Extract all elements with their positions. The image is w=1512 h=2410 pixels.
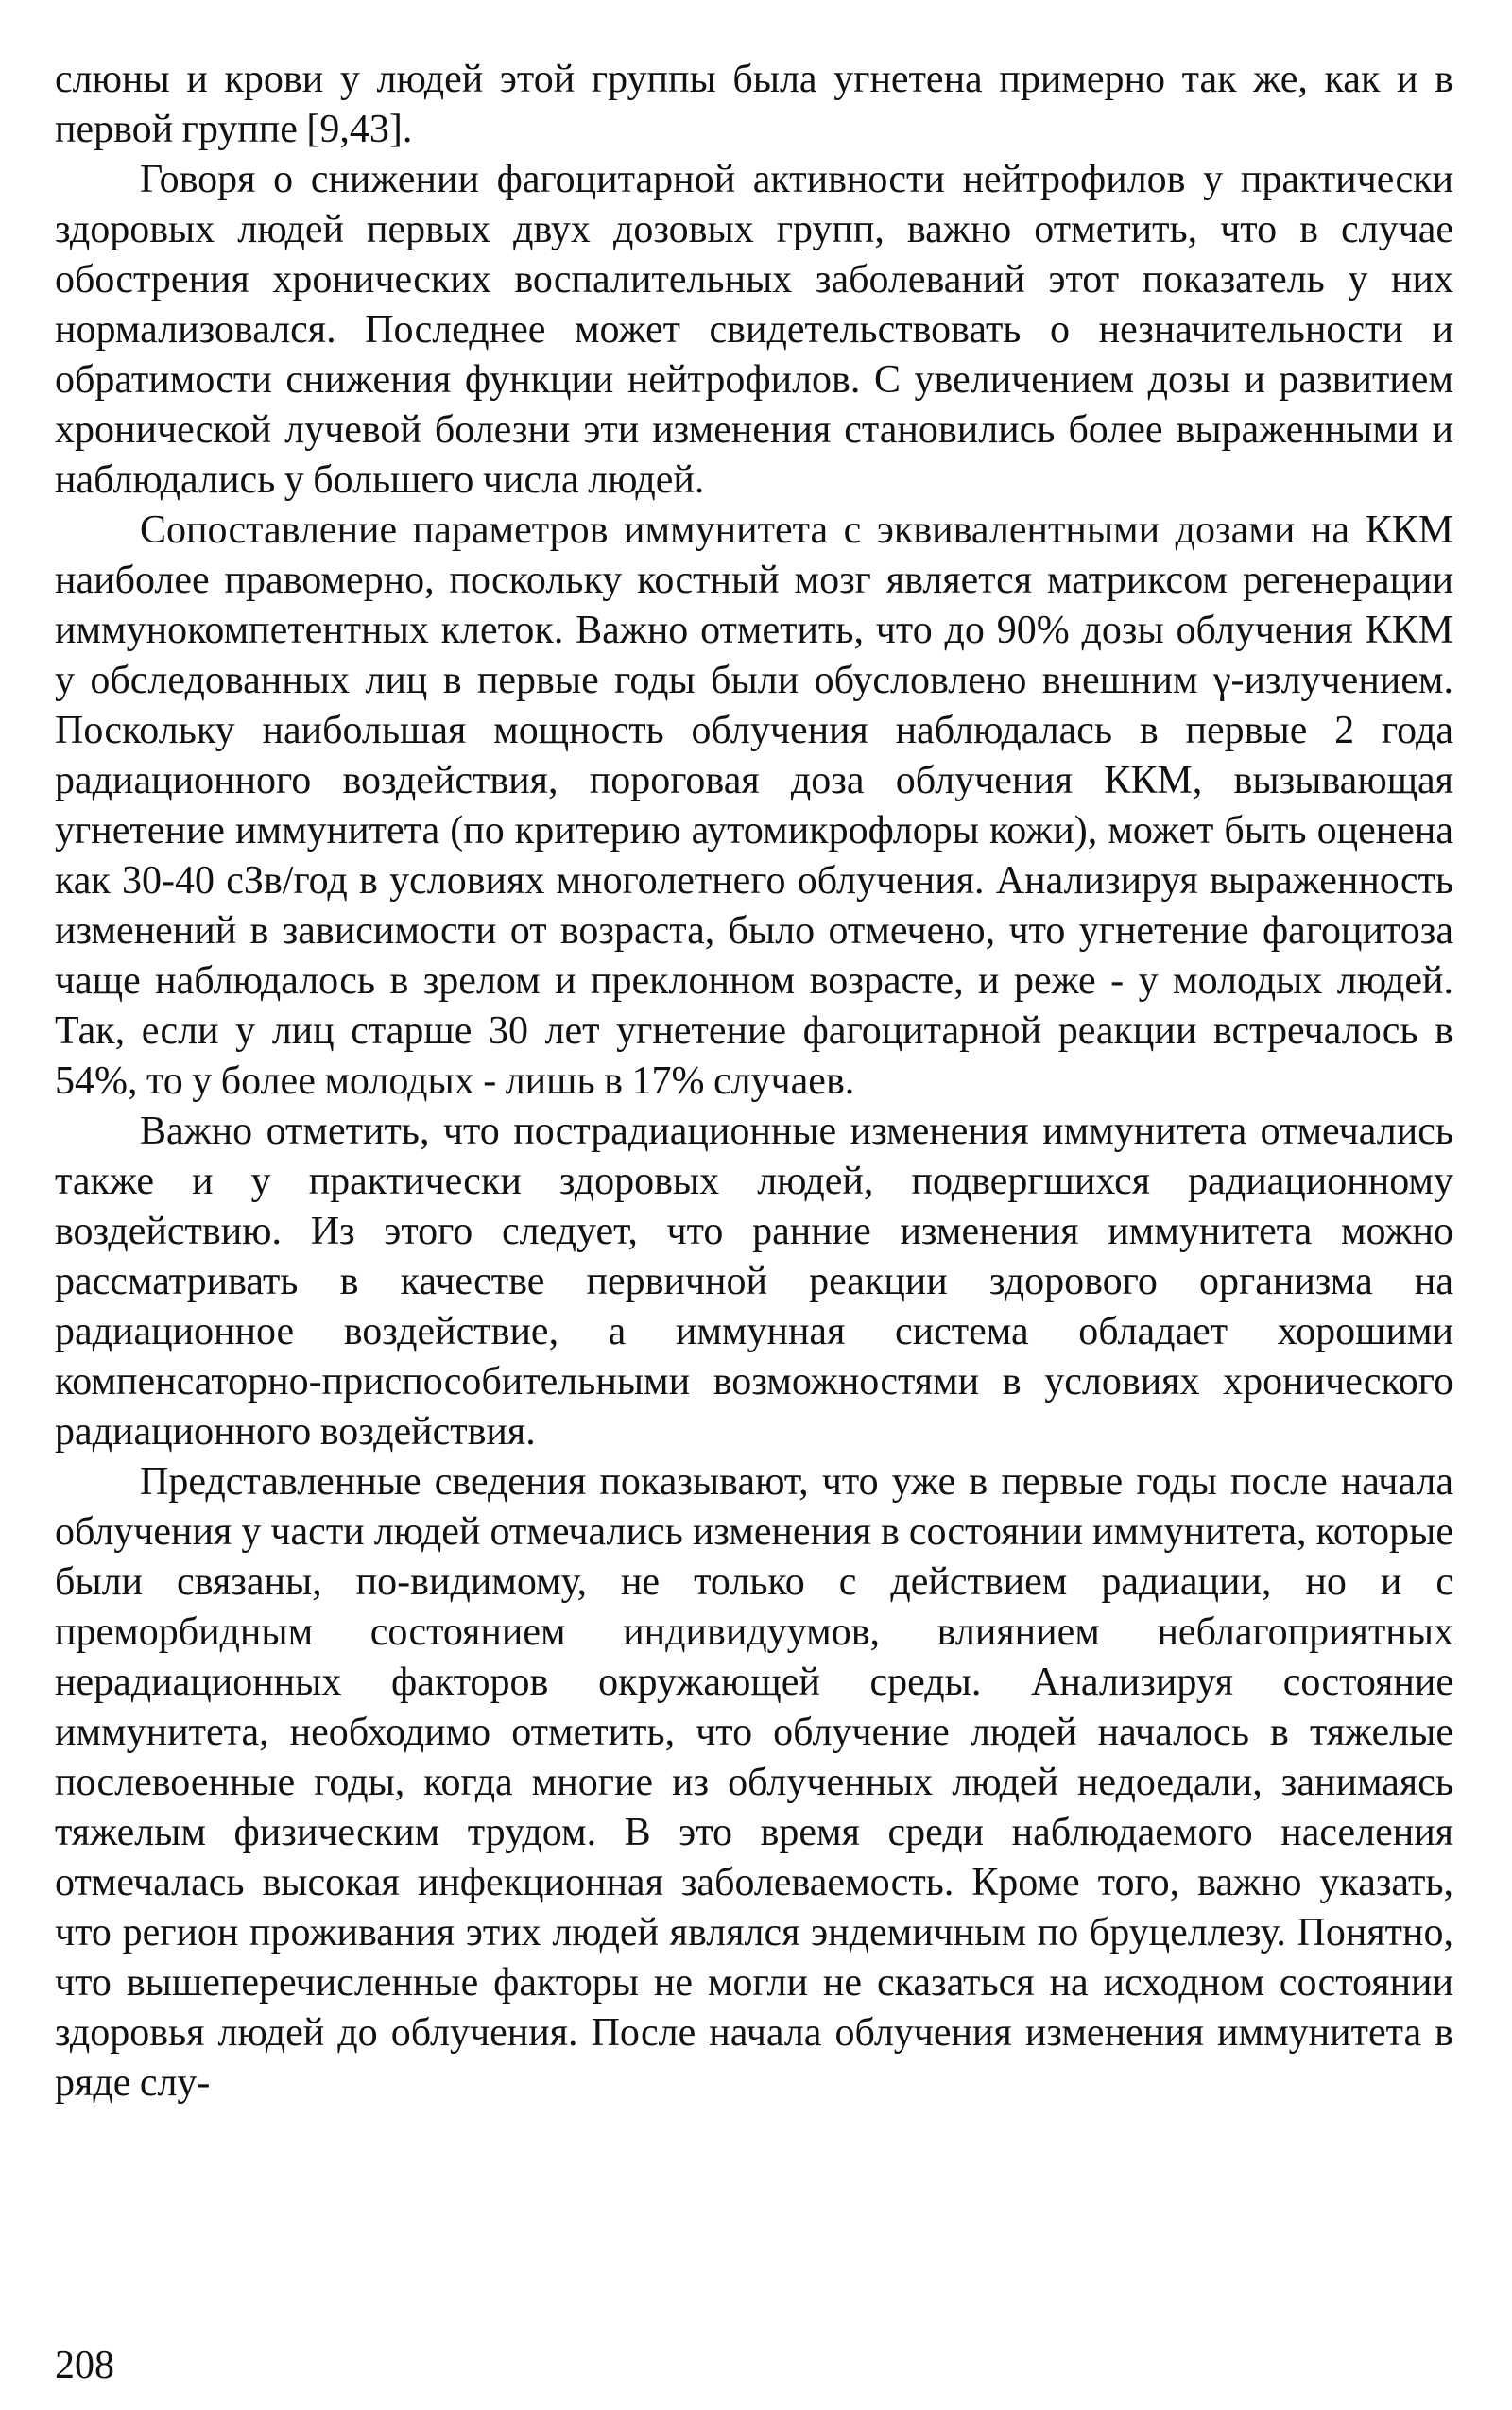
paragraph-1: слюны и крови у людей этой группы была угнетена примерно так же, как и в первой группе [9,43]. [55, 58, 1453, 151]
paragraph-2: Говоря о снижении фагоцитарной активности нейтрофилов у практически здоровых людей первых двух дозовых групп, важно отметить, что в случае обострения хронических воспалительных заболеваний этот показатель у них нормализовался. Последнее может свидетельствовать о незначительности и обратимости снижения функции нейтрофилов. С увеличением дозы и развитием хронической лучевой болезни эти изменения становились более выраженными и наблюдались у большего числа людей. [55, 158, 1453, 502]
paragraph-3: Сопоставление параметров иммунитета с эквивалентными дозами на ККМ наиболее правомерно, поскольку костный мозг является матриксом регенерации иммунокомпетентных клеток. Важно отметить, что до 90% дозы облучения ККМ у обследованных лиц в первые годы были обусловлено внешним γ-излучением. Поскольку наибольшая мощность облучения наблюдалась в первые 2 года радиационного воздействия, пороговая доза облучения ККМ, вызывающая угнетение иммунитета (по критерию аутомикрофлоры кожи), может быть оценена как 30-40 сЗв/год в условиях многолетнего облучения. Анализируя выраженность изменений в зависимости от возраста, было отмечено, что угнетение фагоцитоза чаще наблюдалось в зрелом и преклонном возрасте, и реже - у молодых людей. Так, если у лиц старше 30 лет угнетение фагоцитарной реакции встречалось в 54%, то у более молодых - лишь в 17% случаев. [55, 508, 1453, 1103]
body-text [55, 55, 1453, 2109]
paragraph-5: Представленные сведения показывают, что уже в первые годы после начала облучения у части людей отмечались изменения в состоянии иммунитета, которые были связаны, по-видимому, не только с действием радиации, но и с преморбидным состоянием индивидуумов, влиянием неблагоприятных нерадиационных факторов окружающей среды. Анализируя состояние иммунитета, необходимо отметить, что облучение людей началось в тяжелые послевоенные годы, когда многие из облученных людей недоедали, занимаясь тяжелым физическим трудом. В это время среди наблюдаемого населения отмечалась высокая инфекционная заболеваемость. Кроме того, важно указать, что регион проживания этих людей являлся эндемичным по бруцеллезу. Понятно, что вышеперечисленные факторы не могли не сказаться на исходном состоянии здоровья людей до облучения. После начала облучения изменения иммунитета в ряде слу- [55, 1460, 1453, 2105]
paragraph-4: Важно отметить, что пострадиационные изменения иммунитета отмечались также и у практически здоровых людей, подвергшихся радиационному воздействию. Из этого следует, что ранние изменения иммунитета можно рассматривать в качестве первичной реакции здорового организма на радиационное воздействие, а иммунная система обладает хорошими компенсаторно-приспособительными возможностями в условиях хронического радиационного воздействия. [55, 1110, 1453, 1454]
page-number: 208 [55, 2344, 114, 2387]
